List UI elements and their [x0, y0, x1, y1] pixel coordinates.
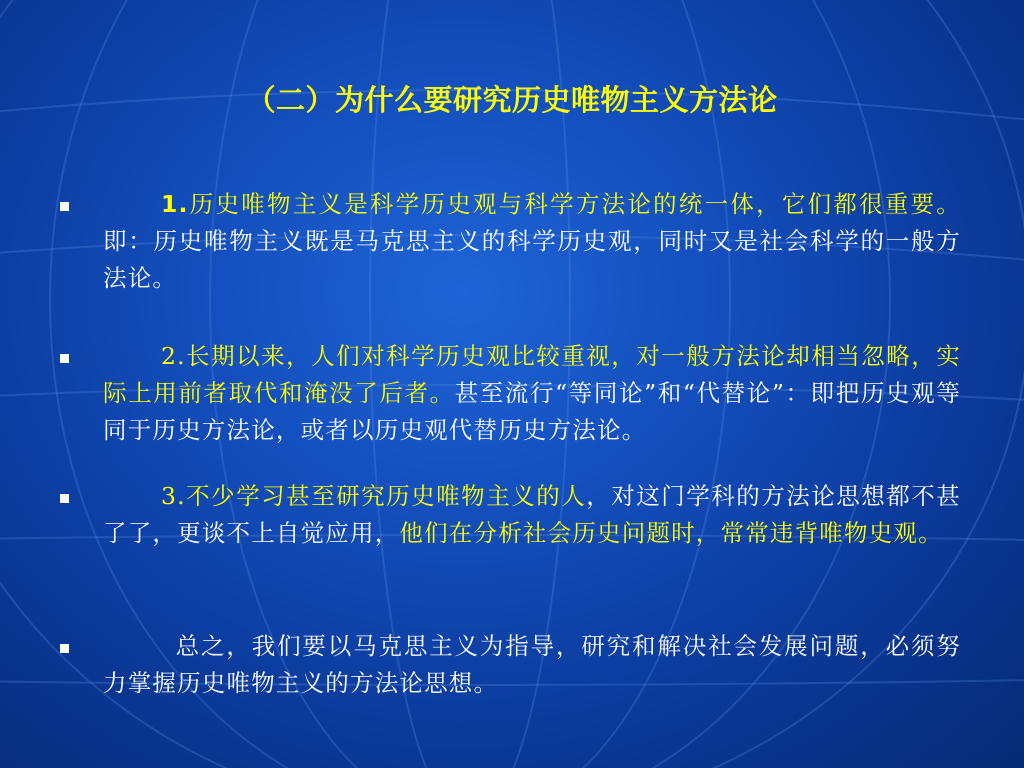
- bullet-1-number: 1.: [161, 190, 189, 218]
- bullet-square-icon: [60, 354, 69, 363]
- bullet-2-highlight: 2.长期以来，人们对科学历史观比较重视，对一般方法论却相当忽略，实际上用前者取代和淹没了后者。: [103, 342, 961, 407]
- bullet-text-4: [103, 628, 961, 702]
- bullet-2-body: 甚至流行“等同论”和“代替论”：即把历史观等同于历史方法论，或者以历史观代替历史方法论。: [103, 379, 961, 444]
- bullet-3-highlight-end: 他们在分析社会历史问题时，常常违背唯物史观。: [399, 519, 943, 547]
- bullet-1-body: 即：历史唯物主义既是马克思主义的科学历史观，同时又是社会科学的一般方法论。: [103, 227, 961, 292]
- bullet-square-icon: [60, 202, 69, 211]
- slide-title: （二）为什么要研究历史唯物主义方法论: [246, 83, 778, 117]
- bullet-text-1: [103, 186, 961, 297]
- bullet-1-highlight: 历史唯物主义是科学历史观与科学方法论的统一体，它们都很重要。: [188, 190, 961, 218]
- bullet-3-body: ，对这门学科的方法论思想都不甚了了，更谈不上自觉应用，: [103, 482, 961, 547]
- bullet-square-icon: [60, 644, 69, 653]
- bullet-4-body: 总之，我们要以马克思主义为指导，研究和解决社会发展问题，必须努力掌握历史唯物主义的方法论思想。: [103, 632, 961, 697]
- bullet-text-2: [103, 338, 961, 449]
- bullet-3-highlight-start: 3.不少学习甚至研究历史唯物主义的人: [161, 482, 587, 510]
- bullet-square-icon: [60, 494, 69, 503]
- bullet-text-3: [103, 478, 961, 552]
